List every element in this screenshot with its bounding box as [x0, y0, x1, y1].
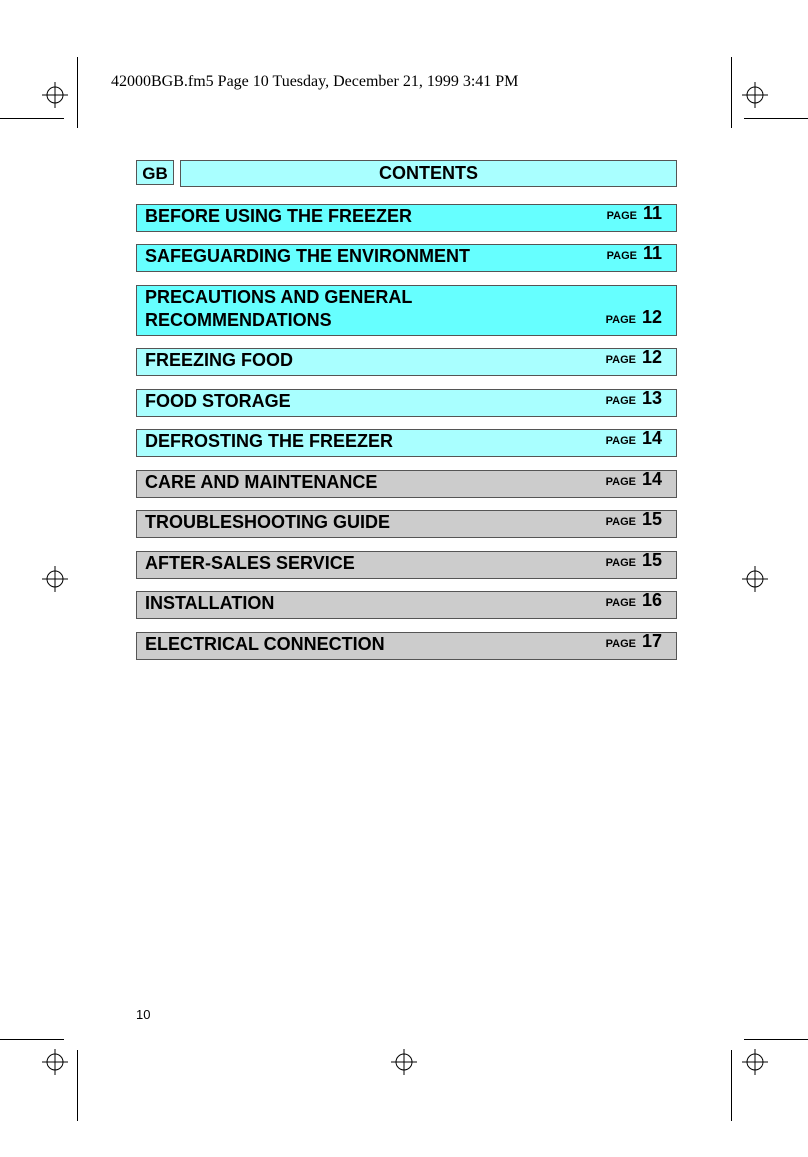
- toc-row-title: INSTALLATION: [145, 593, 275, 613]
- registration-mark-icon: [41, 81, 69, 109]
- toc-row[interactable]: [136, 632, 677, 660]
- toc-row-page: 14: [641, 428, 662, 448]
- toc-row[interactable]: [136, 551, 677, 579]
- toc-row-title: BEFORE USING THE FREEZER: [145, 206, 413, 226]
- crop-mark: [0, 118, 64, 119]
- toc-row[interactable]: [136, 429, 677, 457]
- toc-row-page: 15: [641, 509, 662, 529]
- toc-row[interactable]: [136, 591, 677, 619]
- toc-row-page: 12: [641, 307, 662, 327]
- toc-row-page: 14: [641, 469, 662, 489]
- toc-row-title: SAFEGUARDING THE ENVIRONMENT: [145, 246, 471, 266]
- toc-row-title: FREEZING FOOD: [145, 350, 293, 370]
- page-number: 10: [136, 1007, 151, 1022]
- toc-row-title: TROUBLESHOOTING GUIDE: [145, 512, 391, 532]
- toc-row[interactable]: [136, 389, 677, 417]
- page-word: PAGE: [605, 557, 636, 569]
- registration-mark-icon: [41, 565, 69, 593]
- crop-mark: [0, 1039, 64, 1040]
- toc-row[interactable]: [136, 244, 677, 272]
- page-word: PAGE: [605, 314, 636, 326]
- page-word: PAGE: [605, 435, 636, 447]
- crop-mark: [731, 1050, 732, 1121]
- crop-mark: [77, 57, 78, 128]
- toc-row[interactable]: [136, 204, 677, 232]
- crop-mark: [77, 1050, 78, 1121]
- page-word: PAGE: [605, 476, 636, 488]
- registration-mark-icon: [390, 1048, 418, 1076]
- registration-mark-icon: [41, 1048, 69, 1076]
- print-header: 42000BGB.fm5 Page 10 Tuesday, December 21, 1999 3:41 PM: [111, 73, 519, 90]
- toc-row-title: DEFROSTING THE FREEZER: [145, 431, 394, 451]
- crop-mark: [744, 118, 808, 119]
- toc-row-page: 17: [641, 631, 662, 651]
- toc-row-title: PRECAUTIONS AND GENERAL RECOMMENDATIONS: [145, 287, 413, 330]
- page-word: PAGE: [605, 516, 636, 528]
- registration-mark-icon: [741, 1048, 769, 1076]
- contents-title: CONTENTS: [180, 160, 677, 187]
- page-word: PAGE: [605, 354, 636, 366]
- toc-row-title: ELECTRICAL CONNECTION: [145, 634, 385, 654]
- page-word: PAGE: [605, 597, 636, 609]
- toc-row-title: AFTER-SALES SERVICE: [145, 553, 355, 573]
- toc-row-page: 11: [642, 243, 662, 263]
- toc-row-page: 15: [641, 550, 662, 570]
- page-word: PAGE: [606, 250, 637, 262]
- registration-mark-icon: [741, 81, 769, 109]
- toc-row-page: 13: [641, 388, 662, 408]
- crop-mark: [744, 1039, 808, 1040]
- toc-row-title: FOOD STORAGE: [145, 391, 291, 411]
- toc-row-title: CARE AND MAINTENANCE: [145, 472, 378, 492]
- language-badge: GB: [136, 160, 174, 185]
- page-word: PAGE: [605, 395, 636, 407]
- page-word: PAGE: [606, 210, 637, 222]
- toc-row[interactable]: [136, 348, 677, 376]
- toc-row-page: 16: [641, 590, 662, 610]
- registration-mark-icon: [741, 565, 769, 593]
- page-word: PAGE: [605, 638, 636, 650]
- toc-row-page: 11: [642, 203, 662, 223]
- toc-row-page: 12: [641, 347, 662, 367]
- crop-mark: [731, 57, 732, 128]
- toc-row[interactable]: [136, 510, 677, 538]
- toc-row[interactable]: [136, 470, 677, 498]
- toc-row[interactable]: [136, 285, 677, 336]
